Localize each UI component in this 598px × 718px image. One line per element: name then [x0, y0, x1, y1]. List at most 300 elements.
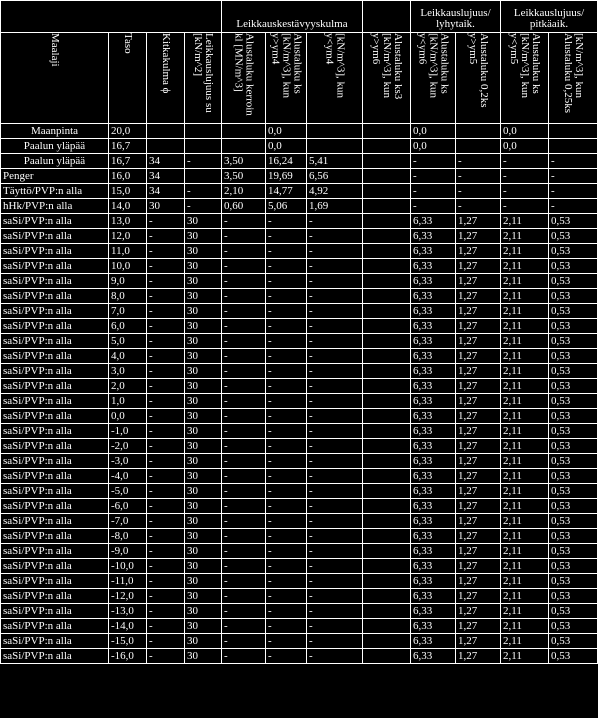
table-cell-level: -11,0	[109, 574, 147, 589]
table-cell-kl: -	[222, 544, 266, 559]
table-cell-level: -13,0	[109, 604, 147, 619]
table-cell-su: 30	[185, 259, 222, 274]
table-cell-ks2: -	[307, 514, 363, 529]
table-cell-ks5: 1,27	[456, 349, 501, 364]
table-cell-ks1: -	[266, 484, 307, 499]
table-row	[1, 619, 598, 634]
table-cell-phi	[147, 139, 185, 154]
table-cell-ks5: 1,27	[456, 394, 501, 409]
table-cell-phi: -	[147, 499, 185, 514]
table-cell-ks7: 0,53	[549, 229, 598, 244]
table-cell-ks1: 19,69	[266, 169, 307, 184]
table-cell-kl: -	[222, 349, 266, 364]
table-row	[1, 199, 598, 214]
table-cell-ks5: 1,27	[456, 289, 501, 304]
table-row	[1, 289, 598, 304]
table-cell-ks1: -	[266, 634, 307, 649]
table-cell-ks3	[363, 169, 411, 184]
table-cell-ks1: 16,24	[266, 154, 307, 169]
table-cell-level: 3,0	[109, 364, 147, 379]
table-body	[1, 124, 598, 664]
table-cell-su: 30	[185, 544, 222, 559]
table-cell-soil: saSi/PVP:n alla	[1, 274, 109, 289]
table-cell-kl: 2,10	[222, 184, 266, 199]
table-cell-level: 16,0	[109, 169, 147, 184]
table-cell-level: 2,0	[109, 379, 147, 394]
table-cell-phi: -	[147, 274, 185, 289]
table-cell-soil: saSi/PVP:n alla	[1, 589, 109, 604]
table-cell-ks3	[363, 529, 411, 544]
table-cell-ks1: -	[266, 244, 307, 259]
table-cell-ks3	[363, 589, 411, 604]
table-row	[1, 139, 598, 154]
table-cell-ks2: 6,56	[307, 169, 363, 184]
table-cell-ks7: -	[549, 154, 598, 169]
table-cell-ks1: -	[266, 604, 307, 619]
table-cell-ks2: -	[307, 349, 363, 364]
table-cell-su: 30	[185, 379, 222, 394]
table-cell-ks6: 2,11	[501, 544, 549, 559]
table-cell-su: 30	[185, 214, 222, 229]
table-cell-phi: -	[147, 349, 185, 364]
table-cell-ks3	[363, 469, 411, 484]
table-cell-level: -4,0	[109, 469, 147, 484]
column-header: Kitkakulma ϕ	[147, 33, 185, 124]
table-cell-soil: saSi/PVP:n alla	[1, 409, 109, 424]
table-cell-ks1: -	[266, 364, 307, 379]
table-cell-ks7: 0,53	[549, 244, 598, 259]
table-cell-su	[185, 139, 222, 154]
table-cell-su: 30	[185, 499, 222, 514]
table-cell-ks1: -	[266, 544, 307, 559]
table-cell-ks6: 2,11	[501, 424, 549, 439]
table-cell-ks7	[549, 124, 598, 139]
table-cell-ks1: -	[266, 304, 307, 319]
table-cell-ks6: 2,11	[501, 649, 549, 664]
table-row	[1, 559, 598, 574]
table-row	[1, 259, 598, 274]
table-cell-ks6: 2,11	[501, 229, 549, 244]
table-cell-level: -12,0	[109, 589, 147, 604]
table-cell-ks1: -	[266, 589, 307, 604]
table-cell-soil: saSi/PVP:n alla	[1, 394, 109, 409]
table-cell-ks3	[363, 364, 411, 379]
table-row	[1, 514, 598, 529]
table-cell-ks2: -	[307, 319, 363, 334]
table-cell-ks2: -	[307, 394, 363, 409]
table-cell-soil: saSi/PVP:n alla	[1, 334, 109, 349]
column-header: Alustaluku ks [kN/m^3], kun y<ym6	[411, 33, 456, 124]
table-cell-ks6: 2,11	[501, 394, 549, 409]
table-cell-ks5: -	[456, 199, 501, 214]
table-cell-soil: saSi/PVP:n alla	[1, 229, 109, 244]
column-header: Alustaluku 0,2ks y>ym5	[456, 33, 501, 124]
table-row	[1, 214, 598, 229]
table-cell-kl	[222, 139, 266, 154]
table-cell-ks3	[363, 634, 411, 649]
table-cell-soil: saSi/PVP:n alla	[1, 604, 109, 619]
table-cell-su: -	[185, 199, 222, 214]
table-row	[1, 349, 598, 364]
table-cell-soil: saSi/PVP:n alla	[1, 244, 109, 259]
table-cell-ks6: 2,11	[501, 439, 549, 454]
table-cell-su: 30	[185, 349, 222, 364]
table-cell-ks3	[363, 184, 411, 199]
table-cell-level: -8,0	[109, 529, 147, 544]
table-cell-ks4: -	[411, 184, 456, 199]
table-cell-ks6: 2,11	[501, 529, 549, 544]
table-cell-ks2: -	[307, 409, 363, 424]
table-cell-soil: saSi/PVP:n alla	[1, 559, 109, 574]
table-cell-kl: -	[222, 649, 266, 664]
table-cell-ks7: 0,53	[549, 619, 598, 634]
table-cell-ks1: -	[266, 349, 307, 364]
column-header: Maalaji	[1, 33, 109, 124]
table-cell-soil: saSi/PVP:n alla	[1, 379, 109, 394]
table-row	[1, 649, 598, 664]
table-cell-ks5: 1,27	[456, 274, 501, 289]
table-cell-kl: -	[222, 244, 266, 259]
table-cell-ks7: 0,53	[549, 544, 598, 559]
table-cell-ks5: 1,27	[456, 649, 501, 664]
table-row	[1, 574, 598, 589]
table-cell-ks2: -	[307, 529, 363, 544]
table-cell-su: 30	[185, 589, 222, 604]
table-row	[1, 484, 598, 499]
table-cell-phi: -	[147, 544, 185, 559]
table-cell-ks5: 1,27	[456, 364, 501, 379]
table-cell-soil: saSi/PVP:n alla	[1, 259, 109, 274]
table-cell-ks3	[363, 514, 411, 529]
table-cell-ks5	[456, 124, 501, 139]
table-cell-ks4: 6,33	[411, 529, 456, 544]
table-cell-su: 30	[185, 364, 222, 379]
table-cell-phi: -	[147, 394, 185, 409]
table-cell-phi: -	[147, 319, 185, 334]
table-cell-ks2: -	[307, 259, 363, 274]
table-cell-ks4: 6,33	[411, 274, 456, 289]
table-row	[1, 244, 598, 259]
table-cell-phi: -	[147, 514, 185, 529]
table-cell-ks5: 1,27	[456, 439, 501, 454]
table-cell-ks4: -	[411, 199, 456, 214]
table-cell-su: 30	[185, 469, 222, 484]
table-cell-ks6: 2,11	[501, 574, 549, 589]
table-cell-phi: -	[147, 424, 185, 439]
table-cell-ks4: 6,33	[411, 379, 456, 394]
table-cell-ks7: 0,53	[549, 589, 598, 604]
table-cell-su: 30	[185, 619, 222, 634]
table-cell-phi: -	[147, 244, 185, 259]
table-row	[1, 319, 598, 334]
table-cell-ks6: 2,11	[501, 304, 549, 319]
table-cell-ks1: -	[266, 334, 307, 349]
table-cell-ks4: 6,33	[411, 604, 456, 619]
table-cell-ks2: -	[307, 634, 363, 649]
table-cell-ks6: 0,0	[501, 124, 549, 139]
table-cell-ks2: -	[307, 229, 363, 244]
table-cell-level: -5,0	[109, 484, 147, 499]
table-cell-ks6: 2,11	[501, 289, 549, 304]
table-cell-phi: -	[147, 559, 185, 574]
table-cell-ks4: 6,33	[411, 334, 456, 349]
table-cell-soil: saSi/PVP:n alla	[1, 649, 109, 664]
table-cell-soil: saSi/PVP:n alla	[1, 424, 109, 439]
table-cell-ks5: 1,27	[456, 379, 501, 394]
table-cell-ks7: 0,53	[549, 559, 598, 574]
table-cell-ks6: 2,11	[501, 319, 549, 334]
table-cell-ks7: 0,53	[549, 439, 598, 454]
table-cell-su: 30	[185, 604, 222, 619]
table-cell-soil: saSi/PVP:n alla	[1, 439, 109, 454]
table-cell-ks2: -	[307, 214, 363, 229]
table-cell-level: 4,0	[109, 349, 147, 364]
table-cell-ks6: -	[501, 199, 549, 214]
table-cell-phi: -	[147, 589, 185, 604]
table-cell-ks7: 0,53	[549, 349, 598, 364]
table-cell-ks6: 2,11	[501, 514, 549, 529]
table-cell-phi: -	[147, 619, 185, 634]
table-cell-level: -14,0	[109, 619, 147, 634]
table-row	[1, 124, 598, 139]
table-cell-ks5: 1,27	[456, 574, 501, 589]
table-cell-su: 30	[185, 574, 222, 589]
table-cell-level: 16,7	[109, 154, 147, 169]
table-row	[1, 394, 598, 409]
table-cell-kl: -	[222, 634, 266, 649]
table-cell-ks4: 6,33	[411, 439, 456, 454]
table-cell-level: 16,7	[109, 139, 147, 154]
group-header-leikkauskestavyyskulma: Leikkauskestävyyskulma	[222, 1, 363, 33]
table-cell-level: 6,0	[109, 319, 147, 334]
table-cell-ks1: -	[266, 259, 307, 274]
table-cell-ks1: -	[266, 424, 307, 439]
table-cell-ks3	[363, 274, 411, 289]
table-cell-level: 0,0	[109, 409, 147, 424]
table-cell-ks4: 6,33	[411, 259, 456, 274]
table-row	[1, 424, 598, 439]
table-cell-ks1: -	[266, 529, 307, 544]
table-cell-ks1: 0,0	[266, 124, 307, 139]
table-cell-ks4: 6,33	[411, 649, 456, 664]
table-cell-su: 30	[185, 289, 222, 304]
table-cell-ks3	[363, 139, 411, 154]
table-cell-ks4: 6,33	[411, 349, 456, 364]
table-cell-ks7: 0,53	[549, 409, 598, 424]
table-cell-ks5: 1,27	[456, 214, 501, 229]
table-cell-ks1: -	[266, 649, 307, 664]
table-cell-phi: 34	[147, 169, 185, 184]
table-cell-level: 14,0	[109, 199, 147, 214]
table-cell-ks5: 1,27	[456, 259, 501, 274]
table-cell-ks5: 1,27	[456, 604, 501, 619]
table-cell-ks1: -	[266, 574, 307, 589]
table-row	[1, 499, 598, 514]
table-cell-phi: -	[147, 304, 185, 319]
table-cell-ks7: 0,53	[549, 274, 598, 289]
column-header: [kN/m^3], kun y<ym4	[307, 33, 363, 124]
table-cell-ks7: 0,53	[549, 604, 598, 619]
table-cell-phi: -	[147, 454, 185, 469]
table-cell-kl: -	[222, 559, 266, 574]
table-cell-ks4: 6,33	[411, 364, 456, 379]
table-cell-su: 30	[185, 229, 222, 244]
table-cell-soil: saSi/PVP:n alla	[1, 214, 109, 229]
table-cell-ks3	[363, 544, 411, 559]
table-cell-soil: saSi/PVP:n alla	[1, 634, 109, 649]
table-cell-phi: -	[147, 409, 185, 424]
table-cell-ks5: 1,27	[456, 409, 501, 424]
table-cell-ks5: 1,27	[456, 499, 501, 514]
table-cell-ks1: -	[266, 514, 307, 529]
table-cell-ks3	[363, 124, 411, 139]
table-cell-phi: -	[147, 214, 185, 229]
table-row	[1, 184, 598, 199]
table-cell-ks5: 1,27	[456, 544, 501, 559]
table-cell-ks7: 0,53	[549, 454, 598, 469]
table-cell-kl: -	[222, 439, 266, 454]
table-cell-soil: saSi/PVP:n alla	[1, 574, 109, 589]
table-cell-ks3	[363, 199, 411, 214]
table-cell-ks6: 2,11	[501, 379, 549, 394]
table-cell-ks1: -	[266, 274, 307, 289]
table-row	[1, 439, 598, 454]
table-cell-phi: -	[147, 229, 185, 244]
table-cell-phi: 30	[147, 199, 185, 214]
table-cell-ks3	[363, 349, 411, 364]
table-cell-soil: Paalun yläpää	[1, 154, 109, 169]
table-cell-ks3	[363, 649, 411, 664]
table-cell-ks6: 2,11	[501, 454, 549, 469]
table-cell-ks1: -	[266, 229, 307, 244]
table-cell-ks6: -	[501, 169, 549, 184]
table-row	[1, 544, 598, 559]
table-cell-ks7: 0,53	[549, 364, 598, 379]
table-cell-level: 13,0	[109, 214, 147, 229]
table-cell-ks4: 6,33	[411, 634, 456, 649]
column-header: Alustaluku ks [kN/m^3], kun y<ym5	[501, 33, 549, 124]
table-cell-soil: Täyttö/PVP:n alla	[1, 184, 109, 199]
table-cell-ks1: -	[266, 409, 307, 424]
table-cell-soil: saSi/PVP:n alla	[1, 529, 109, 544]
table-cell-ks5: 1,27	[456, 244, 501, 259]
table-cell-ks5: 1,27	[456, 304, 501, 319]
table-cell-ks7: -	[549, 184, 598, 199]
table-cell-soil: saSi/PVP:n alla	[1, 349, 109, 364]
table-cell-level: 20,0	[109, 124, 147, 139]
table-cell-ks3	[363, 229, 411, 244]
table-cell-ks7: 0,53	[549, 649, 598, 664]
column-header: Leikkauslujuus su [kN/m^2]	[185, 33, 222, 124]
table-cell-kl: -	[222, 319, 266, 334]
table-cell-kl: -	[222, 379, 266, 394]
table-cell-ks6: 2,11	[501, 469, 549, 484]
table-cell-kl: -	[222, 259, 266, 274]
table-cell-kl: -	[222, 484, 266, 499]
table-cell-su: 30	[185, 334, 222, 349]
table-cell-soil: Paalun yläpää	[1, 139, 109, 154]
table-cell-ks7: 0,53	[549, 499, 598, 514]
table-cell-kl: -	[222, 304, 266, 319]
group-header-lyhytaik: Leikkauslujuus/ lyhytaik.	[411, 1, 501, 33]
table-cell-ks6: 2,11	[501, 619, 549, 634]
table-cell-level: -9,0	[109, 544, 147, 559]
table-cell-ks2: -	[307, 274, 363, 289]
table-cell-soil: saSi/PVP:n alla	[1, 514, 109, 529]
table-row	[1, 529, 598, 544]
table-cell-ks5: 1,27	[456, 514, 501, 529]
table-cell-level: -7,0	[109, 514, 147, 529]
table-cell-su: 30	[185, 319, 222, 334]
table-cell-kl: 3,50	[222, 169, 266, 184]
table-cell-ks3	[363, 289, 411, 304]
table-cell-kl: -	[222, 604, 266, 619]
table-cell-ks1: 5,06	[266, 199, 307, 214]
table-cell-kl: -	[222, 409, 266, 424]
table-cell-ks2: -	[307, 439, 363, 454]
table-cell-su: 30	[185, 454, 222, 469]
table-cell-ks4: 6,33	[411, 484, 456, 499]
table-cell-ks4: 6,33	[411, 289, 456, 304]
table-cell-ks6: 2,11	[501, 364, 549, 379]
table-cell-ks6: 0,0	[501, 139, 549, 154]
table-cell-ks5: 1,27	[456, 319, 501, 334]
table-cell-ks3	[363, 259, 411, 274]
table-cell-ks3	[363, 559, 411, 574]
table-cell-ks5: 1,27	[456, 529, 501, 544]
table-cell-ks2: -	[307, 244, 363, 259]
table-cell-su: 30	[185, 244, 222, 259]
table-cell-soil: Maanpinta	[1, 124, 109, 139]
table-cell-ks5: 1,27	[456, 334, 501, 349]
table-cell-soil: saSi/PVP:n alla	[1, 499, 109, 514]
table-cell-ks6: 2,11	[501, 634, 549, 649]
table-cell-soil: saSi/PVP:n alla	[1, 319, 109, 334]
table-cell-ks5: 1,27	[456, 619, 501, 634]
table-cell-phi: -	[147, 529, 185, 544]
table-cell-ks6: 2,11	[501, 349, 549, 364]
table-cell-kl: -	[222, 499, 266, 514]
table-cell-ks6: 2,11	[501, 274, 549, 289]
table-cell-kl: -	[222, 334, 266, 349]
table-cell-level: -2,0	[109, 439, 147, 454]
table-cell-ks7: 0,53	[549, 424, 598, 439]
table-cell-ks3	[363, 424, 411, 439]
table-cell-kl: -	[222, 454, 266, 469]
table-cell-su: 30	[185, 274, 222, 289]
table-cell-su	[185, 124, 222, 139]
table-cell-kl: -	[222, 574, 266, 589]
column-header-row	[1, 33, 598, 124]
table-cell-ks7: 0,53	[549, 319, 598, 334]
table-cell-soil: Penger	[1, 169, 109, 184]
table-cell-ks7: 0,53	[549, 484, 598, 499]
table-cell-ks7: 0,53	[549, 394, 598, 409]
table-cell-ks7: 0,53	[549, 259, 598, 274]
table-cell-su: 30	[185, 394, 222, 409]
table-cell-ks4: -	[411, 154, 456, 169]
table-cell-soil: saSi/PVP:n alla	[1, 304, 109, 319]
table-cell-ks6: 2,11	[501, 499, 549, 514]
table-row	[1, 409, 598, 424]
table-cell-ks5: 1,27	[456, 469, 501, 484]
table-cell-ks6: 2,11	[501, 334, 549, 349]
table-cell-ks5: 1,27	[456, 559, 501, 574]
table-cell-ks4: 6,33	[411, 514, 456, 529]
table-cell-ks5: -	[456, 169, 501, 184]
table-cell-kl: -	[222, 274, 266, 289]
table-cell-soil: saSi/PVP:n alla	[1, 619, 109, 634]
